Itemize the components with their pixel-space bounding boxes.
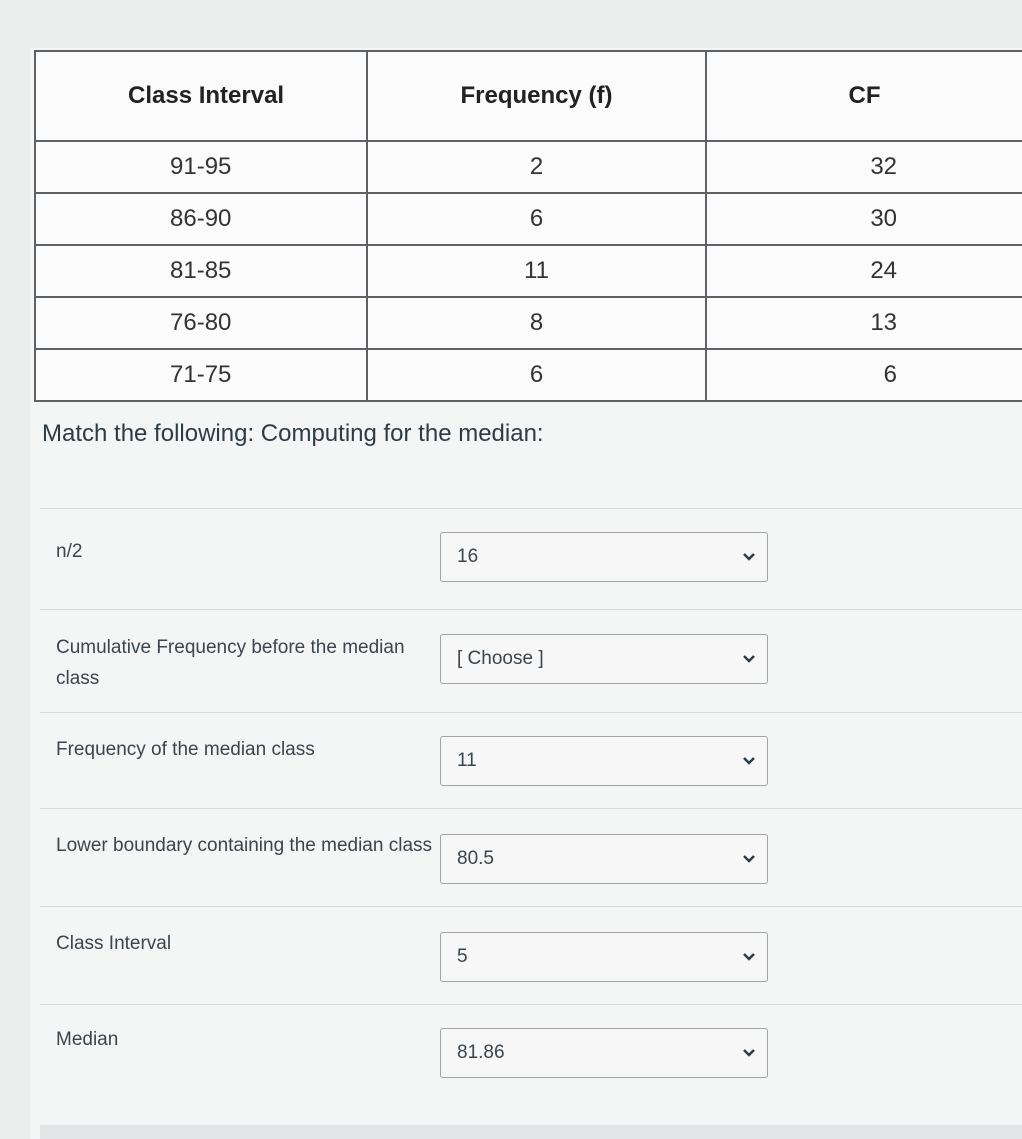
divider	[40, 609, 1022, 610]
answer-dropdown[interactable]	[440, 736, 768, 786]
answer-dropdown[interactable]	[440, 834, 768, 884]
selected-value: 11	[457, 750, 477, 771]
header-frequency: Frequency (f)	[367, 51, 706, 141]
chevron-down-icon	[741, 549, 757, 565]
footer-band	[40, 1125, 1022, 1139]
cell-interval: 71-75	[35, 349, 367, 401]
match-label: Lower boundary containing the median class	[56, 835, 433, 856]
divider	[40, 808, 1022, 809]
selected-value: 16	[457, 546, 479, 567]
table-row	[35, 349, 1022, 401]
divider	[40, 508, 1022, 509]
cell-frequency: 8	[367, 297, 706, 349]
match-row-cumulative-frequency	[40, 632, 1022, 712]
match-label: Frequency of the median class	[56, 739, 315, 760]
match-label: Median	[56, 1029, 119, 1050]
table-row	[35, 297, 1022, 349]
chevron-down-icon	[741, 949, 757, 965]
frequency-table	[34, 50, 1022, 402]
cell-cf: 32	[706, 141, 1022, 193]
match-label: Cumulative Frequency before the median class	[56, 637, 405, 689]
table-header-row	[35, 51, 1022, 141]
cell-frequency: 6	[367, 349, 706, 401]
divider	[40, 906, 1022, 907]
chevron-down-icon	[741, 651, 757, 667]
match-row-median	[40, 1024, 1022, 1104]
chevron-down-icon	[741, 753, 757, 769]
match-row-lower-boundary	[40, 830, 1022, 910]
header-class-interval: Class Interval	[35, 51, 367, 141]
cell-cf: 13	[706, 297, 1022, 349]
match-row-frequency-median-class	[40, 734, 1022, 814]
question-prompt: Match the following: Computing for the median:	[42, 420, 544, 447]
selected-value: 5	[457, 946, 468, 967]
header-cf-visible: CF	[706, 51, 1022, 141]
cell-interval: 81-85	[35, 245, 367, 297]
divider	[40, 1004, 1022, 1005]
cell-frequency: 2	[367, 141, 706, 193]
cell-interval: 91-95	[35, 141, 367, 193]
divider	[40, 712, 1022, 713]
answer-dropdown[interactable]	[440, 634, 768, 684]
cell-frequency: 11	[367, 245, 706, 297]
table-row	[35, 141, 1022, 193]
cell-interval: 76-80	[35, 297, 367, 349]
cell-cf: 6	[706, 349, 1022, 401]
table-row	[35, 245, 1022, 297]
table-row	[35, 193, 1022, 245]
match-row-class-interval	[40, 928, 1022, 1008]
selected-value: 80.5	[457, 848, 494, 869]
answer-dropdown[interactable]	[440, 932, 768, 982]
chevron-down-icon	[741, 851, 757, 867]
selected-value: 81.86	[457, 1042, 505, 1063]
selected-value: [ Choose ]	[457, 648, 544, 669]
match-row-n-over-2	[40, 532, 1022, 612]
match-label: n/2	[56, 541, 83, 562]
cell-frequency: 6	[367, 193, 706, 245]
answer-dropdown[interactable]	[440, 532, 768, 582]
cell-interval: 86-90	[35, 193, 367, 245]
match-label: Class Interval	[56, 933, 172, 954]
cell-cf: 24	[706, 245, 1022, 297]
answer-dropdown[interactable]	[440, 1028, 768, 1078]
cell-cf: 30	[706, 193, 1022, 245]
chevron-down-icon	[741, 1045, 757, 1061]
